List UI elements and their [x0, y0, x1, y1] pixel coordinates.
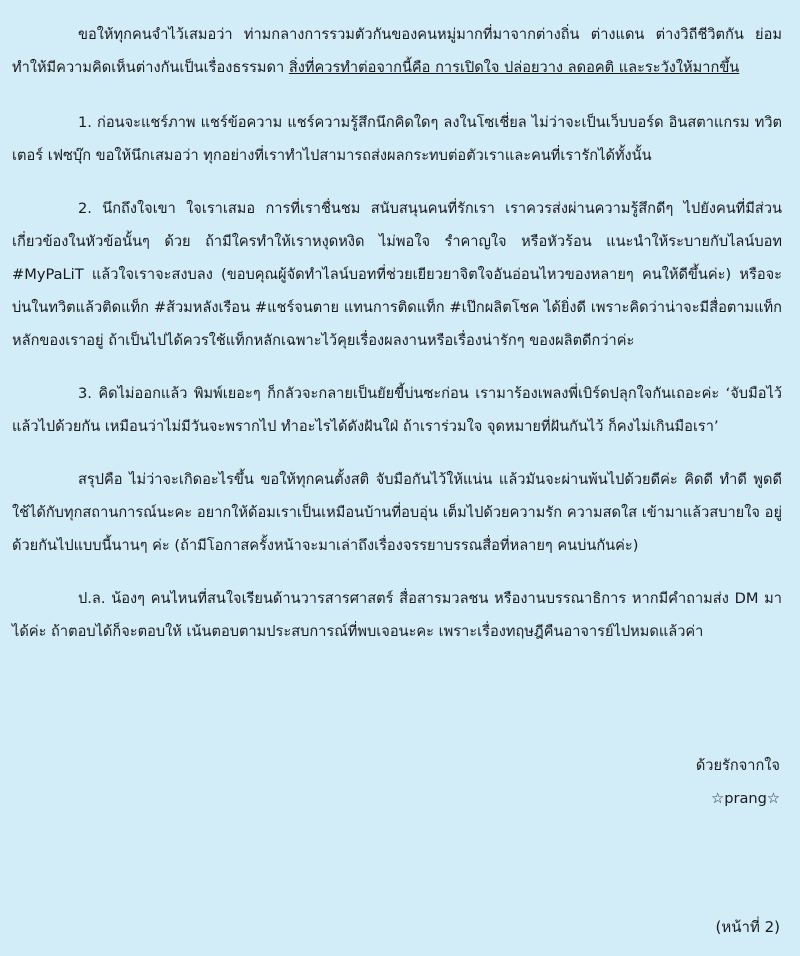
- document-body: [12, 18, 782, 668]
- signature-block: [696, 749, 780, 815]
- signature-name: ☆prang☆: [711, 790, 780, 807]
- point-1-paragraph: 1. ก่อนจะแชร์ภาพ แชร์ข้อความ แชร์ความรู้สึกนึกคิดใดๆ ลงในโซเชี่ยล ไม่ว่าจะเป็นเว็บบอร์ด อินสตาแกรม ทวิตเตอร์ เฟซบุ๊ก ขอให้นึกเสมอว่า ทุกอย่างที่เราทำไปสามารถส่งผลกระทบต่อตัวเราและคนที่เรารักได้ทั้งนั้น: [12, 114, 782, 164]
- signature-closing: ด้วยรักจากใจ: [695, 757, 780, 774]
- page-number: (หน้าที่ 2): [715, 918, 780, 936]
- point-3-paragraph: 3. คิดไม่ออกแล้ว พิมพ์เยอะๆ ก็กลัวจะกลายเป็นยัยขี้บ่นซะก่อน เรามาร้องเพลงพี่เบิร์ดปลุกใจกันเถอะค่ะ ‘จับมือไว้ แล้วไปด้วยกัน เหมือนว่าไม่มีวันจะพรากไป ทำอะไรได้ดังฝันใฝ่ ถ้าเราร่วมใจ จุดหมายที่ฝันกันไว้ ก็คงไม่เกินมือเรา’: [12, 385, 782, 435]
- intro-underlined-text: สิ่งที่ควรทำต่อจากนี้คือ การเปิดใจ ปล่อยวาง ลดอคติ และระวังให้มากขึ้น: [288, 59, 740, 76]
- postscript-paragraph: ป.ล. น้องๆ คนไหนที่สนใจเรียนด้านวารสารศาสตร์ สื่อสารมวลชน หรืองานบรรณาธิการ หากมีคำถามส่ง DM มาได้ค่ะ ถ้าตอบได้ก็จะตอบให้ เน้นตอบตามประสบการณ์ที่พบเจอนะคะ เพราะเรื่องทฤษฎีคืนอาจารย์ไปหมดแล้วค่า: [12, 590, 782, 640]
- intro-text: ขอให้ทุกคนจำไว้เสมอว่า ท่ามกลางการรวมตัวกันของคนหมู่มากที่มาจากต่างถิ่น ต่างแดน ต่างวิถีชีวิตกัน ย่อมทำให้มีความคิดเห็นต่างกันเป็นเรื่องธรรมดา: [12, 26, 782, 76]
- summary-paragraph: สรุปคือ ไม่ว่าจะเกิดอะไรขึ้น ขอให้ทุกคนตั้งสติ จับมือกันไว้ให้แน่น แล้วมันจะผ่านพ้นไปด้วยดีค่ะ คิดดี ทำดี พูดดี ใช้ได้กับทุกสถานการณ์นะคะ อยากให้ด้อมเราเป็นเหมือนบ้านที่อบอุ่น เต็มไปด้วยความรัก ความสดใส เข้ามาแล้วสบายใจ อยู่ด้วยกันไปแบบนี้นานๆ ค่ะ (ถ้ามีโอกาสครั้งหน้าจะมาเล่าถึงเรื่องจรรยาบรรณสื่อที่หลายๆ คนบ่นกันค่ะ): [12, 471, 782, 554]
- intro-paragraph: [12, 18, 782, 84]
- point-2-paragraph: 2. นึกถึงใจเขา ใจเราเสมอ การที่เราชื่นชม สนับสนุนคนที่รักเรา เราควรส่งผ่านความรู้สึกดีๆ ไปยังคนที่มีส่วนเกี่ยวข้องในหัวข้อนั้นๆ ด้วย ถ้ามีใครทำให้เราหงุดหงิด ไม่พอใจ รำคาญใจ หรือหัวร้อน แนะนำให้ระบายกับไลน์บอท #MyPaLiT แล้วใจเราจะสงบลง (ขอบคุณผู้จัดทำไลน์บอทที่ช่วยเยียวยาจิตใจอันอ่อนไหวของหลายๆ คนให้ดีขึ้นค่ะ) หรือจะบ่นในทวิตแล้วติดแท็ก #ส้วมหลังเรือน #แชร์จนตาย แทนการติดแท็ก #เป๊กผลิตโชค ได้ยิ่งดี เพราะคิดว่าน่าจะมีสื่อตามแท็กหลักของเราอยู่ ถ้าเป็นไปได้ควรใช้แท็กหลักเฉพาะไว้คุยเรื่องผลงานหรือเรื่องน่ารักๆ ของผลิตดีกว่าค่ะ: [12, 200, 782, 349]
